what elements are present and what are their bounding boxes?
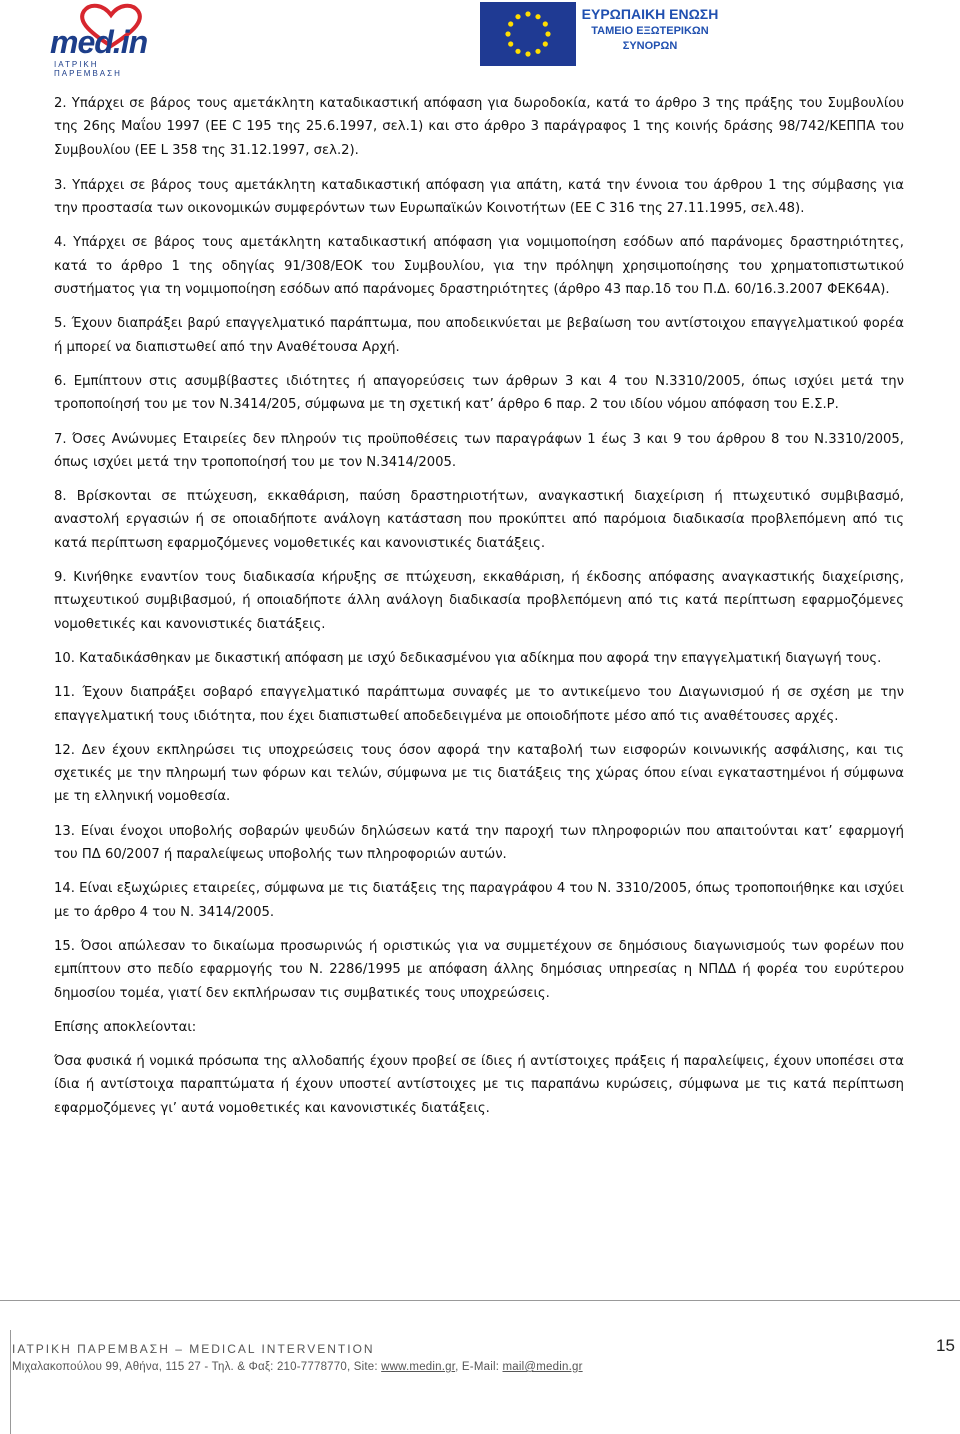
footer-email-label: , E-Mail: (455, 1361, 503, 1373)
paragraph-item-9: 9. Κινήθηκε εναντίον τους διαδικασία κήρυξης σε πτώχευση, εκκαθάριση, ή έκδοσης απόφασης αναγκαστικής διαχείρισης, πτωχευτικού συμβιβασμού, ή οποιαδήποτε άλλη ανάλογη διαδικασία προβλεπόμενη από τις κατά περίπτωση εφαρμοζόμενες νομοθετικές και κανονιστικές διατάξεις. (54, 570, 904, 632)
footer-address: Μιχαλακοπούλου 99, Αθήνα, 115 27 - Τηλ. & Φαξ: 210-7778770, Site: (12, 1361, 382, 1373)
paragraph-item-10: 10. Καταδικάσθηκαν με δικαστική απόφαση με ισχύ δεδικασμένου για αδίκημα που αφορά την επαγγελματική διαγωγή τους. (54, 650, 882, 666)
paragraph-item-2: 2. Υπάρχει σε βάρος τους αμετάκλητη καταδικαστική απόφαση για δωροδοκία, κατά το άρθρο 3 της πράξης του Συμβουλίου της 26ης Μαΐου 1997 (ΕΕ C 195 της 25.6.1997, σελ.1) και στο άρθρο 3 παράγραφος 1 της κοινής δράσης 98/742/ΚΕΠΠΑ του Συμβουλίου (ΕΕ L 358 της 31.12.1997, σελ.2). (54, 96, 904, 158)
footer-email-link[interactable]: mail@medin.gr (502, 1361, 583, 1373)
document-body (54, 92, 904, 1120)
footer-divider (0, 1300, 960, 1301)
eu-fund-name-line2: ΣΥΝΟΡΩΝ (622, 40, 678, 52)
paragraph-also-excluded: Επίσης αποκλείονται: (54, 1019, 197, 1035)
page-number: 15 (936, 1336, 955, 1355)
paragraph-item-14: 14. Είναι εξωχώριες εταιρείες, σύμφωνα με τις διατάξεις της παραγράφου 4 του Ν. 3310/2005, όπως τροποποιήθηκε και ισχύει με το άρθρο 4 του Ν. 3414/2005. (54, 881, 904, 920)
logo-tagline: ΙΑΤΡΙΚΗ ΠΑΡΕΜΒΑΣΗ (54, 60, 122, 78)
logo-wordmark: med.in (50, 24, 148, 60)
page-header (0, 0, 960, 80)
eu-fund-name-line1: ΤΑΜΕΙΟ ΕΞΩΤΕΡΙΚΩΝ (591, 25, 709, 37)
footer-site-link[interactable]: www.medin.gr (381, 1361, 456, 1373)
paragraph-item-7: 7. Όσες Ανώνυμες Εταιρείες δεν πληρούν τις προϋποθέσεις των παραγράφων 1 έως 3 και 9 του άρθρου 8 του Ν.3310/2005, όπως ισχύει μετά την τροποποίησή του με τον Ν.3414/2005. (54, 431, 904, 470)
paragraph-item-12: 12. Δεν έχουν εκπληρώσει τις υποχρεώσεις τους όσον αφορά την καταβολή των εισφορών κοινωνικής ασφάλισης, και τις σχετικές με την πληρωμή των φόρων και τελών, σύμφωνα με τις διατάξεις της χώρας όπου είναι εγκαταστημένοι ή σύμφωνα με τη ελληνική νομοθεσία. (54, 742, 904, 805)
paragraph-item-11: 11. Έχουν διαπράξει σοβαρό επαγγελματικό παράπτωμα συναφές με το αντικείμενο του Διαγωνισμού ή σε σχέση με την επαγγελματική τους ιδιότητα, που έχει διαπιστωθεί αποδεδειγμένα με οποιοδήποτε μέσο από τις αναθέτουσες αρχές. (54, 685, 904, 724)
paragraph-item-8: 8. Βρίσκονται σε πτώχευση, εκκαθάριση, παύση δραστηριοτήτων, αναγκαστική διαχείριση ή πτωχευτικό συμβιβασμό, αναστολή εργασιών ή σε οποιαδήποτε ανάλογη κατάσταση που προκύπτει από παρόμοια διαδικασία προβλεπόμενη από τις κατά περίπτωση εφαρμοζόμενες νομοθετικές και κανονιστικές διατάξεις. (54, 489, 904, 551)
paragraph-item-3: 3. Υπάρχει σε βάρος τους αμετάκλητη καταδικαστική απόφαση για απάτη, κατά την έννοια του άρθρου 1 της σύμβασης για την προστασία των οικονομικών συμφερόντων των Ευρωπαϊκών Κοινοτήτων (ΕΕ C 316 της 27.11.1995, σελ.48). (54, 177, 904, 217)
eu-union-title: ΕΥΡΩΠΑΙΚΗ ΕΝΩΣΗ (581, 6, 719, 22)
medin-logo (50, 2, 170, 76)
footer-contact (12, 1361, 583, 1373)
paragraph-item-15: 15. Όσοι απώλεσαν το δικαίωμα προσωρινώς ή οριστικώς για να συμμετέχουν σε δημόσιους διαγωνισμούς των φορέων που εμπίπτουν στο πεδίο εφαρμογής του Ν. 2286/1995 με απόφαση άλλης δημόσιας υπηρεσίας η ΝΠΔΔ ή φορέα του ευρύτερου δημοσίου τομέα, γιατί δεν εκπλήρωσαν τις συμβατικές τους υποχρεώσεις. (54, 938, 904, 1001)
eu-fund-label (580, 4, 720, 54)
eu-flag-icon (480, 2, 576, 66)
paragraph-item-6: 6. Εμπίπτουν στις ασυμβίβαστες ιδιότητες ή απαγορεύσεις των άρθρων 3 και 4 του Ν.3310/2005, όπως ισχύει μετά την τροποποίησή του με τον Ν.3414/205, σύμφωνα με τη σχετική κατ’ άρθρο 6 παρ. 2 του ιδίου νόμου απόφαση του Ε.Σ.Ρ. (54, 373, 904, 413)
paragraph-item-4: 4. Υπάρχει σε βάρος τους αμετάκλητη καταδικαστική απόφαση για νομιμοποίηση εσόδων από παράνομες δραστηριότητες, κατά το άρθρο 1 της οδηγίας 91/308/ΕΟΚ του Συμβουλίου, για την πρόληψη χρησιμοποίησης του χρηματοπιστωτικού συστήματος για τη νομιμοποίηση εσόδων από παράνομες δραστηριότητες (άρθρο 43 παρ.1δ του Π.Δ. 60/16.3.2007 ΦΕΚ64Α). (54, 235, 904, 298)
paragraph-item-5: 5. Έχουν διαπράξει βαρύ επαγγελματικό παράπτωμα, που αποδεικνύεται με βεβαίωση του αντίστοιχου επαγγελματικού φορέα ή μπορεί να διαπιστωθεί από την Αναθέτουσα Αρχή. (54, 316, 904, 355)
paragraph-item-13: 13. Είναι ένοχοι υποβολής σοβαρών ψευδών δηλώσεων κατά την παροχή των πληροφοριών που απαιτούνται κατ’ εφαρμογή του ΠΔ 60/2007 ή παραλείψεως υποβολής των πληροφοριών αυτών. (54, 823, 904, 863)
paragraph-foreign-entities: Όσα φυσικά ή νομικά πρόσωπα της αλλοδαπής έχουν προβεί σε ίδιες ή αντίστοιχες πράξεις ή παραλείψεις, έχουν υποπέσει στα ίδια ή αντίστοιχα παραπτώματα ή έχουν υποστεί αντίστοιχες με τις παραπάνω κυρώσεις, σύμφωνα με τις κατά περίπτωση εφαρμοζόμενες γι’ αυτά νομοθετικές και κανονιστικές διατάξεις. (54, 1054, 904, 1116)
footer-title: ΙΑΤΡΙΚΗ ΠΑΡΕΜΒΑΣΗ – MEDICAL INTERVENTION (12, 1342, 375, 1356)
footer-vertical-divider (10, 1330, 11, 1434)
page-footer (0, 1300, 960, 1434)
